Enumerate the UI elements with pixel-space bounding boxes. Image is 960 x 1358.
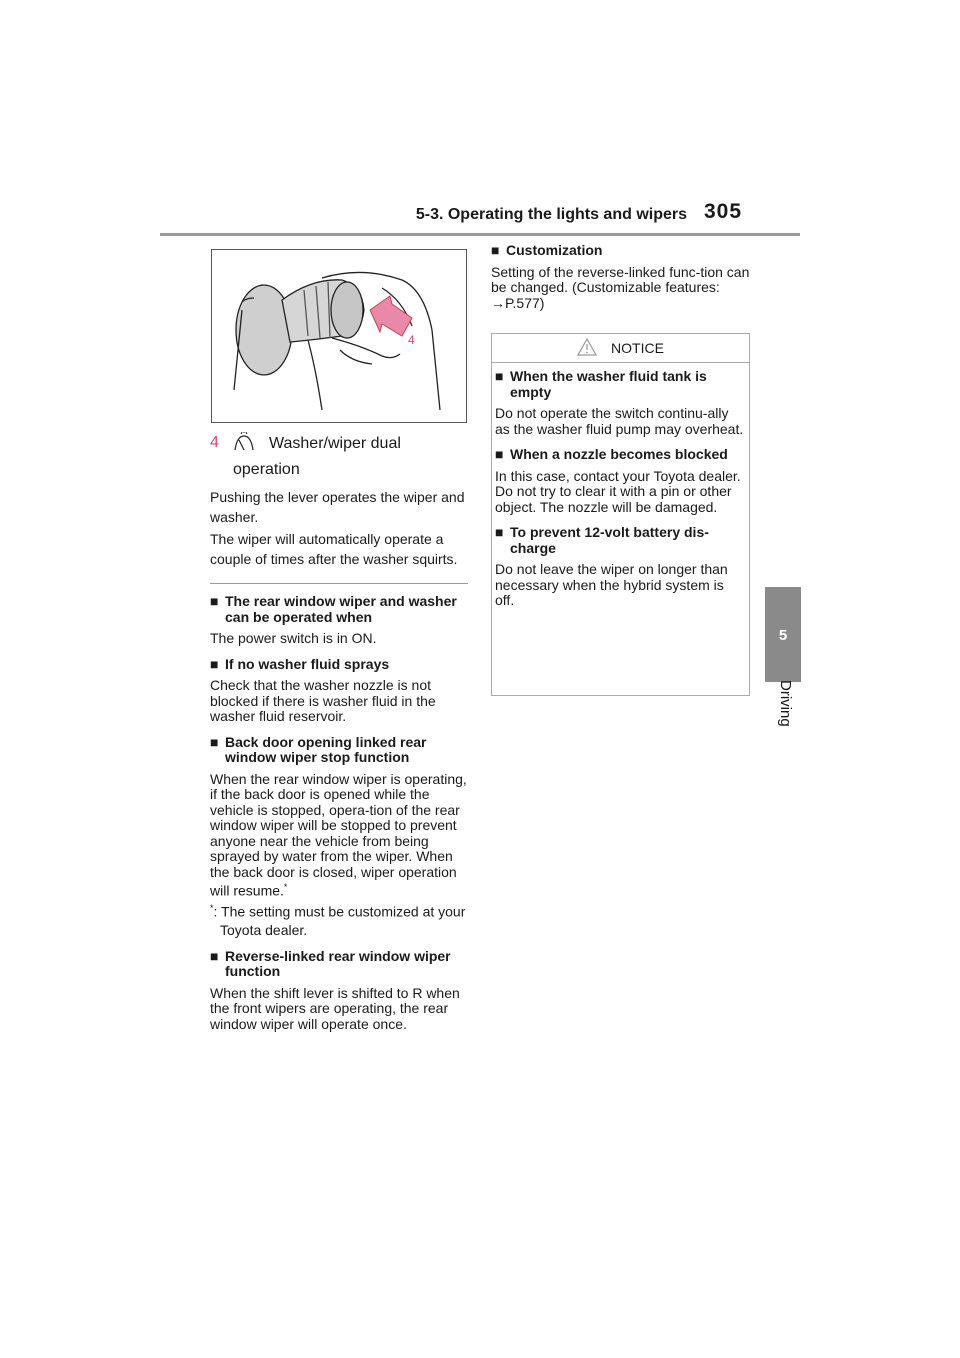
page-reference-link[interactable]: P.577) bbox=[505, 294, 545, 311]
wiper-lever-drawing bbox=[212, 250, 466, 422]
footnote: *: The setting must be customized at your Toyota dealer. bbox=[210, 903, 466, 938]
customization-body: Setting of the reverse-linked func-tion can be changed. (Customizable features: →P.577) bbox=[491, 263, 750, 311]
chapter-tab-label: Driving bbox=[777, 680, 794, 727]
section-body: When the rear window wiper is operating, if the back door is opened while the vehicle is stopped, opera-tion of the rear window wiper will be stopped to prevent anyone near the vehicle from being sprayed by water from the wiper. When the back door is closed, wiper operation will resume.* bbox=[210, 770, 467, 899]
notice-box bbox=[491, 333, 750, 696]
square-bullet-icon: ■ bbox=[210, 947, 219, 964]
section-title: 5-3. Operating the lights and wipers bbox=[415, 206, 687, 223]
figure-callout: 4 bbox=[408, 333, 415, 347]
wiper-lever-illustration bbox=[211, 249, 467, 423]
square-bullet-icon: ■ bbox=[491, 242, 500, 258]
section-heading: ■ Reverse-linked rear window wiper function bbox=[210, 947, 451, 980]
arrow-right-icon: → bbox=[491, 294, 505, 311]
header-rule bbox=[160, 233, 800, 236]
right-column bbox=[491, 243, 751, 311]
square-bullet-icon: ■ bbox=[495, 446, 504, 462]
notice-item-body-2: Do not try to clear it with a pin or other object. The nozzle will be damaged. bbox=[495, 483, 732, 515]
section-body: Check that the washer nozzle is not blocked if there is washer fluid in the washer fluid reservoir. bbox=[210, 677, 436, 724]
notice-item-heading: ■ When a nozzle becomes blocked bbox=[495, 446, 728, 462]
square-bullet-icon: ■ bbox=[210, 733, 219, 750]
divider bbox=[210, 583, 468, 584]
notice-body bbox=[492, 363, 749, 609]
step-title: Washer/wiper dual operation bbox=[233, 435, 401, 478]
notice-item-body: Do not operate the switch continu-ally as the washer fluid pump may overheat. bbox=[495, 405, 744, 437]
section-heading: ■ The rear window wiper and washer can be operated when bbox=[210, 593, 457, 625]
customization-heading: ■ Customization bbox=[491, 242, 603, 258]
square-bullet-icon: ■ bbox=[495, 524, 504, 540]
chapter-tab-number: 5 bbox=[778, 627, 788, 644]
chapter-tab bbox=[765, 587, 801, 682]
section-body: The power switch is in ON. bbox=[210, 630, 377, 646]
notice-title: NOTICE bbox=[611, 340, 664, 356]
notice-item-heading: ■ To prevent 12-volt battery dis-charge bbox=[495, 524, 709, 556]
square-bullet-icon: ■ bbox=[495, 368, 504, 384]
step-number: 4 bbox=[210, 434, 219, 451]
left-column bbox=[210, 432, 468, 1032]
section-heading: ■ If no washer fluid sprays bbox=[210, 655, 390, 672]
notice-header bbox=[492, 334, 749, 363]
square-bullet-icon: ■ bbox=[210, 655, 219, 672]
step-desc-1: Pushing the lever operates the wiper and washer. bbox=[210, 489, 465, 525]
square-bullet-icon: ■ bbox=[210, 593, 219, 609]
footnote-marker: * bbox=[283, 882, 288, 892]
page-number: 305 bbox=[704, 200, 743, 223]
step-4 bbox=[210, 432, 468, 481]
notice-item-heading: ■ When the washer fluid tank is empty bbox=[495, 368, 707, 400]
section-heading: ■ Back door opening linked rear window wiper stop function bbox=[210, 733, 427, 765]
section-body: When the shift lever is shifted to R when the front wipers are operating, the rear window wiper will operate once. bbox=[210, 984, 460, 1032]
notice-item-body: Do not leave the wiper on longer than necessary when the hybrid system is off. bbox=[495, 561, 728, 608]
warning-triangle-icon bbox=[577, 338, 597, 359]
washer-wiper-icon bbox=[233, 432, 255, 459]
notice-item-body: In this case, contact your Toyota dealer. bbox=[495, 467, 741, 484]
step-desc-2: The wiper will automatically operate a couple of times after the washer squirts. bbox=[210, 531, 458, 567]
